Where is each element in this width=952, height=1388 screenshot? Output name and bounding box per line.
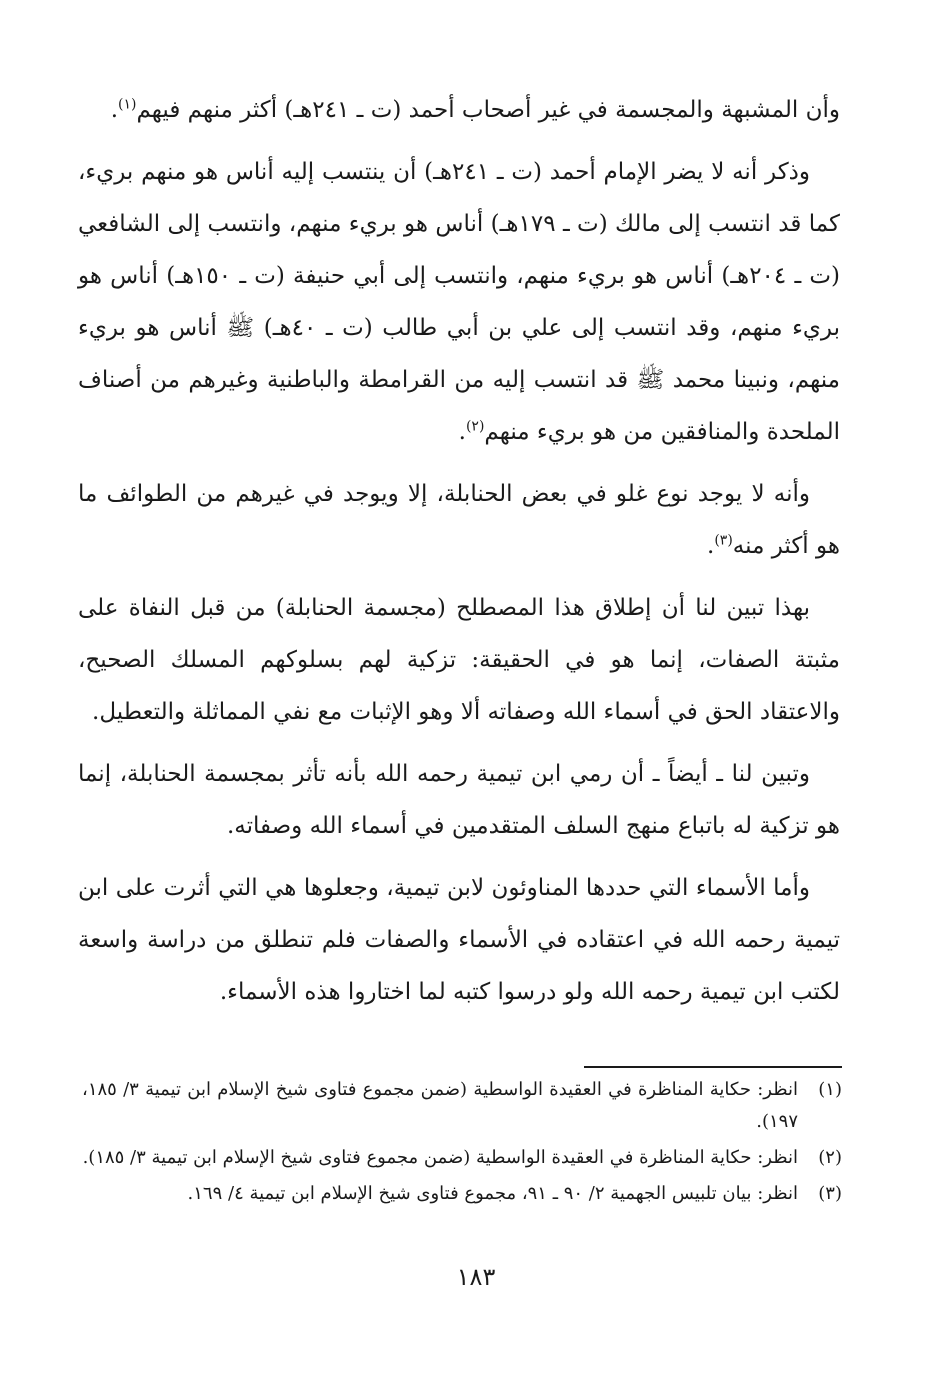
paragraph-text: بهذا تبين لنا أن إطلاق هذا المصطلح (مجسمة الحنابلة) من قبل النفاة على مثبتة الصفات، إنما هو في الحقيقة: تزكية لهم بسلوكهم المسلك الصحيح، والاعتقاد الحق في أسماء الله وصفاته ألا وهو الإثبات مع نفي المماثلة والتعطيل. bbox=[78, 595, 840, 725]
footnote-1 bbox=[82, 1074, 842, 1138]
paragraph-text: وأن المشبهة والمجسمة في غير أصحاب أحمد (ت ـ ٢٤١هـ) أكثر منهم فيهم bbox=[136, 97, 840, 123]
footnotes bbox=[82, 1074, 842, 1214]
footnote-divider bbox=[584, 1066, 842, 1068]
footnote-text: انظر: حكاية المناظرة في العقيدة الواسطية (ضمن مجموع فتاوى شيخ الإسلام ابن تيمية ٣/ ١٨٥). bbox=[82, 1147, 798, 1168]
page-number: ١٨٣ bbox=[456, 1263, 496, 1291]
footnote-ref: (٣) bbox=[714, 532, 733, 549]
paragraph-end: . bbox=[707, 533, 715, 559]
footnote-number: (٢) bbox=[818, 1147, 842, 1168]
paragraph-6 bbox=[78, 862, 840, 1018]
footnote-number: (٣) bbox=[818, 1183, 842, 1204]
paragraph-1 bbox=[78, 84, 840, 136]
paragraph-3 bbox=[78, 468, 840, 572]
footnote-text: انظر: حكاية المناظرة في العقيدة الواسطية (ضمن مجموع فتاوى شيخ الإسلام ابن تيمية ٣/ ١٨٥، ١٩٧). bbox=[82, 1079, 798, 1132]
footnote-number: (١) bbox=[818, 1079, 842, 1100]
paragraph-2 bbox=[78, 146, 840, 458]
paragraph-text: وتبين لنا ـ أيضاً ـ أن رمي ابن تيمية رحمه الله بأنه تأثر بمجسمة الحنابلة، إنما هو تزكية له باتباع منهج السلف المتقدمين في أسماء الله وصفاته. bbox=[78, 761, 840, 839]
paragraph-5 bbox=[78, 748, 840, 852]
footnote-ref: (١) bbox=[118, 96, 137, 113]
paragraph-4 bbox=[78, 582, 840, 738]
paragraph-text: وأما الأسماء التي حددها المناوئون لابن تيمية، وجعلوها هي التي أثرت على ابن تيمية رحمه الله في اعتقاده في الأسماء والصفات فلم تنطلق من دراسة واسعة لكتب ابن تيمية رحمه الله ولو درسوا كتبه لما اختاروا هذه الأسماء. bbox=[78, 875, 840, 1005]
footnote-text: انظر: بيان تلبيس الجهمية ٢/ ٩٠ ـ ٩١، مجموع فتاوى شيخ الإسلام ابن تيمية ٤/ ١٦٩. bbox=[187, 1183, 798, 1204]
paragraph-end: . bbox=[458, 419, 466, 445]
footnote-ref: (٢) bbox=[465, 418, 485, 435]
main-text bbox=[78, 84, 840, 1028]
paragraph-text: وذكر أنه لا يضر الإمام أحمد (ت ـ ٢٤١هـ) أن ينتسب إليه أناس هو منهم بريء، كما قد انتسب إلى مالك (ت ـ ١٧٩هـ) أناس هو بريء منهم، وانتسب إلى الشافعي (ت ـ ٢٠٤هـ) أناس هو بريء منهم، وانتسب إلى أبي حنيفة (ت ـ ١٥٠هـ) أناس هو بريء منهم، وقد انتسب إلى علي بن أبي طالب (ت ـ ٤٠هـ) ﷺ أناس هو بريء منهم، ونبينا محمد ﷺ قد انتسب إليه من القرامطة والباطنية وغيرهم من أصناف الملحدة والمنافقين من هو بريء منهم bbox=[78, 159, 840, 445]
footnote-3 bbox=[82, 1178, 842, 1210]
paragraph-end: . bbox=[110, 97, 119, 123]
footnote-2 bbox=[82, 1142, 842, 1174]
paragraph-text: وأنه لا يوجد نوع غلو في بعض الحنابلة، إلا ويوجد في غيرهم من الطوائف ما هو أكثر منه bbox=[78, 481, 840, 559]
